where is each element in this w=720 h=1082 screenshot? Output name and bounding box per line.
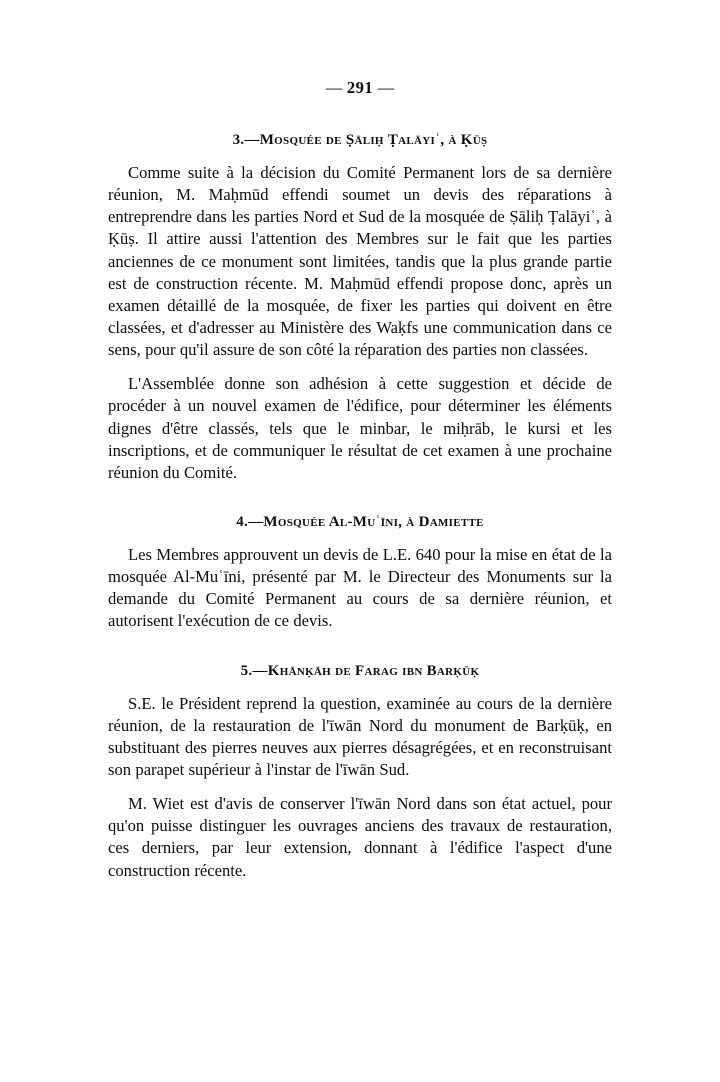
section-3-paragraph-2: L'Assemblée donne son adhésion à cette suggestion et décide de procéder à un nouvel examen de l'édifice, pour déterminer les éléments dignes d'être classés, tels que le minbar, le miḥrāb, le kursi et les inscriptions, et de communiquer le résultat de cet examen à une prochaine réunion du Comité. bbox=[108, 374, 612, 482]
section-4-paragraph-1: Les Membres approuvent un devis de L.E. 640 pour la mise en état de la mosquée Al-Muʿīni, présenté par M. le Directeur des Monuments sur la demande du Comité Permanent au cours de sa dernière réunion, et autorisent l'exécution de ce devis. bbox=[108, 544, 612, 631]
section-heading-5: 5.—Khānḳāh de Farag ibn Barḳūḳ bbox=[240, 662, 480, 679]
section-heading-4: 4.—Mosquée Al-Muʿīni, à Damiette bbox=[236, 513, 484, 530]
section-5-paragraph-2: M. Wiet est d'avis de conserver l'īwān Nord dans son état actuel, pour qu'on puisse distinguer les ouvrages anciens des travaux de restauration, ces derniers, par leur extension, donnant à l'édifice l'aspect d'une construction récente. bbox=[108, 794, 612, 880]
page-number-value: 291 bbox=[346, 78, 374, 97]
page-number bbox=[108, 78, 612, 98]
page-number-dash-right: — bbox=[377, 78, 395, 97]
page-number-dash-left: — bbox=[325, 78, 343, 97]
section-heading-3: 3.—Mosquée de Ṣāliḥ Ṭalāyiʿ, à Ḳūṣ bbox=[232, 132, 488, 148]
section-5-paragraph-1: S.E. le Président reprend la question, examinée au cours de la dernière réunion, de la restauration de l'īwān Nord du monument de Barḳūḳ, en substituant des pierres neuves aux pierres désagrégées, et en reconstruisant son parapet supérieur à l'instar de l'īwān Sud. bbox=[108, 693, 612, 779]
section-3-paragraph-1: Comme suite à la décision du Comité Permanent lors de sa dernière réunion, M. Maḥmūd effendi soumet un devis des réparations à entreprendre dans les parties Nord et Sud de la mosquée de Ṣāliḥ Ṭalāyiʿ, à Ḳūṣ. Il attire aussi l'attention des Membres sur le fait que les parties anciennes de ce monument sont limitées, tandis que la plus grande partie est de construction récente. M. Maḥmūd effendi propose donc, après un examen détaillé de la mosquée, de fixer les parties qui doivent en être classées, et d'adresser au Ministère des Waḳfs une communication dans ce sens, pour qu'il assure de son côté la réparation des parties non classées. bbox=[108, 163, 612, 360]
